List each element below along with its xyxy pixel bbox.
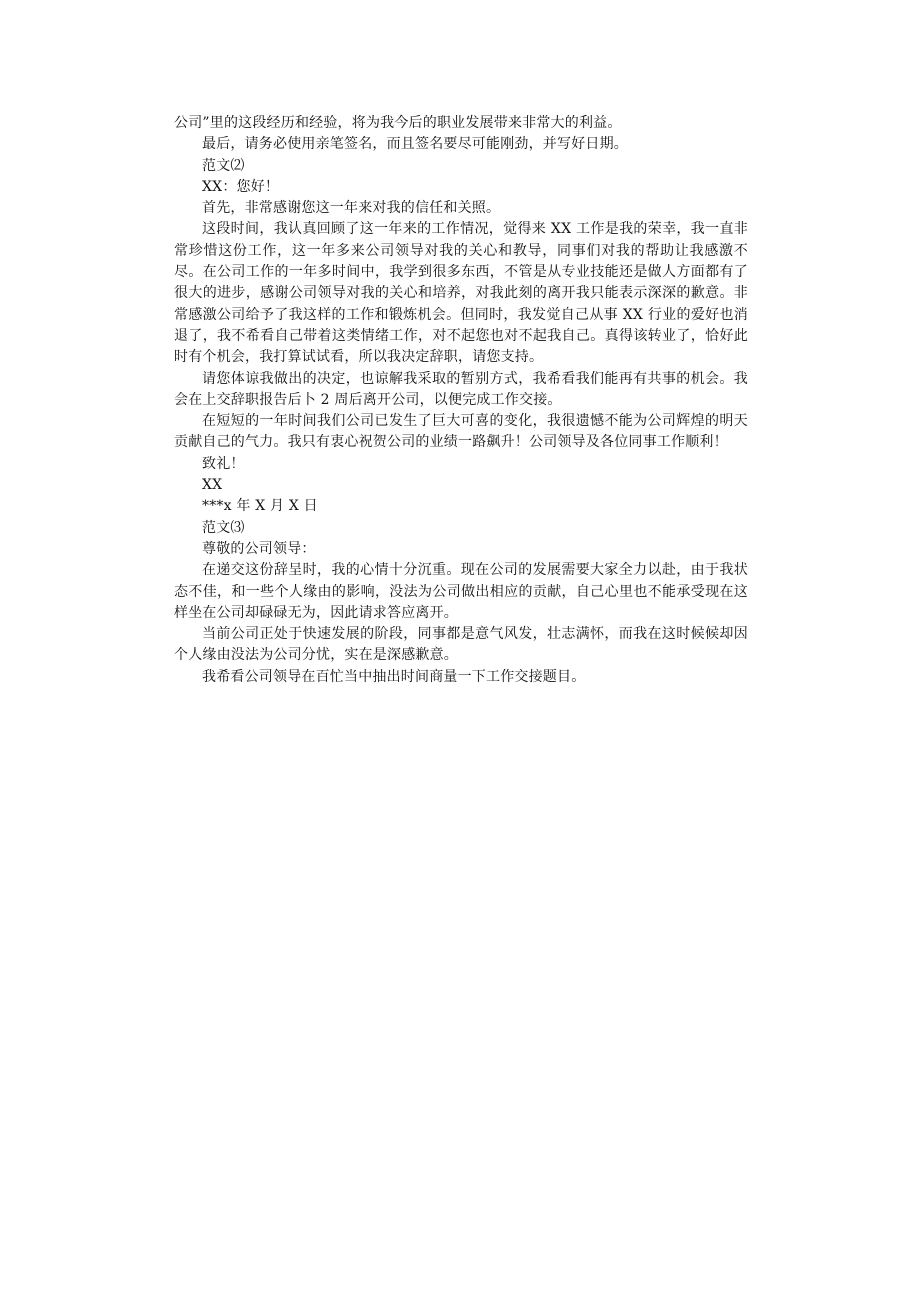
signature-date: ***x 年 X 月 X 日 [202, 498, 318, 515]
paragraph-handover: 我希看公司领导在百忙当中抽出时间商量一下工作交接题目。 [202, 668, 586, 685]
closing-salute: 致礼！ [202, 455, 245, 472]
salutation: XX：您好！ [202, 178, 280, 195]
paragraph-continuation: 公司”里的这段经历和经验，将为我今后的职业发展带来非常大的利益。 [174, 115, 622, 131]
paragraph-review: 这段时间，我认真回顾了这一年来的工作情况，觉得来 XX 工作是我的荣幸，我一直非常珍惜这份工作，这一年多来公司领导对我的关心和教导，同事们对我的帮助让我感激不尽。在公司工作的一年多时间中，我学到很多东西，不管是从专业技能还是做人方面都有了很大的进步，感谢公司领导对我的关心和培养，对我此刻的离开我只能表示深深的歉意。非常感激公司给予了我这样的工作和锻炼机会。但同时，我发觉自己从事 XX 行业的爱好也消退了，我不希看自己带着这类情绪工作，对不起您也对不起我自己。真得该转业了，恰好此时有个机会，我打算试试看，所以我决定辞职，请您支持。 [174, 221, 748, 366]
paragraph-thanks: 首先，非常感谢您这一年来对我的信任和关照。 [202, 200, 501, 217]
document-body [174, 113, 748, 688]
paragraph-apology: 当前公司正处于快速发展的阶段，同事都是意气风发，壮志满怀，而我在这时候候却因个人缘由没法为公司分忧，实在是深感歉意。 [174, 626, 748, 664]
signature-name: XX [202, 477, 223, 494]
salutation-leaders: 尊敬的公司领导： [202, 540, 316, 557]
paragraph-request-understanding: 请您体谅我做出的决定，也谅解我采取的暂别方式，我希看我们能再有共事的机会。我会在上交辞职报告后卜 2 周后离开公司，以便完成工作交接。 [174, 370, 748, 408]
paragraph-wishes: 在短短的一年时间我们公司已发生了巨大可喜的变化，我很遗憾不能为公司辉煌的明天贡献自己的气力。我只有衷心祝贺公司的业绩一路飙升！公司领导及各位同事工作顺利！ [174, 413, 748, 451]
paragraph-signature-advice: 最后，请务必使用亲笔签名，而且签名要尽可能刚劲，并写好日期。 [202, 136, 628, 153]
sample-heading-3: 范文⑶ [202, 519, 245, 536]
paragraph-resignation-reason: 在递交这份辞呈时，我的心情十分沉重。现在公司的发展需要大家全力以赴，由于我状态不佳，和一些个人缘由的影响，没法为公司做出相应的贡献，自己心里也不能承受现在这样坐在公司却碌碌无为，因此请求答应离开。 [174, 562, 748, 621]
sample-heading-2: 范文⑵ [202, 157, 245, 174]
